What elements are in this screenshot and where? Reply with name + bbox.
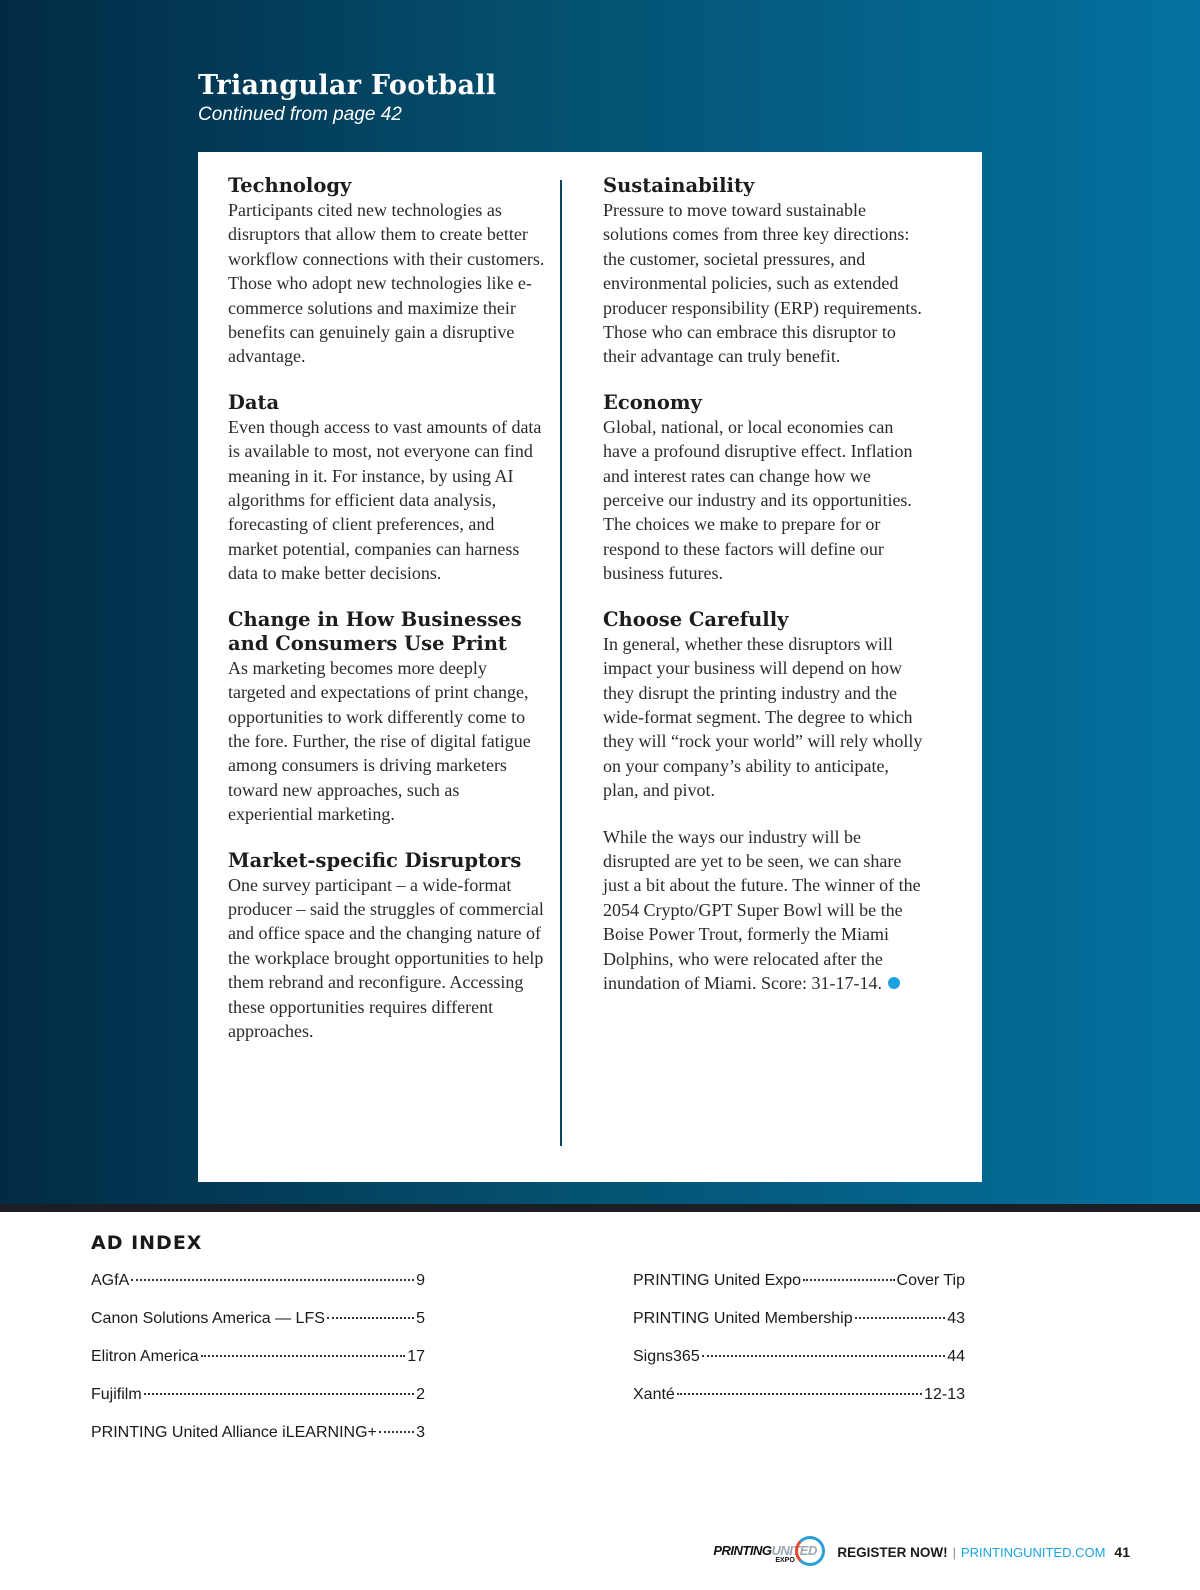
- leader-dots: [855, 1317, 946, 1319]
- ad-index-row[interactable]: [633, 1272, 965, 1310]
- advertiser-page: 12-13: [924, 1386, 965, 1403]
- leader-dots: [803, 1279, 894, 1281]
- section-technology: [228, 174, 546, 369]
- website-link[interactable]: PRINTINGUNITED.COM: [960, 1544, 1106, 1560]
- advertiser-page: Cover Tip: [896, 1272, 965, 1289]
- article-card: [198, 152, 982, 1182]
- section-closing: [603, 825, 923, 996]
- section-heading: Choose Carefully: [603, 607, 789, 631]
- section-data: [228, 391, 546, 586]
- section-market-specific: [228, 849, 546, 1044]
- left-column: [228, 174, 546, 1065]
- section-body: In general, whether these disruptors will impact your business will depend on how they disrupt the printing industry and the wide-format segment. The degree to which they will “rock your world” will rely wholly on your company’s ability to anticipate, plan, and pivot.: [603, 633, 923, 801]
- leader-dots: [702, 1355, 945, 1357]
- register-now-link[interactable]: REGISTER NOW!: [837, 1544, 948, 1560]
- closing-text: While the ways our industry will be disrupted are yet to be seen, we can share just a bit about the future. The winner of the 2054 Crypto/GPT Super Bowl will be the Boise Power Trout, formerly the Miami Dolphins, who were relocated after the inundation of Miami. Score: 31-17-14.: [603, 826, 921, 993]
- column-divider: [560, 180, 562, 1146]
- ad-index-title: AD INDEX: [91, 1232, 203, 1254]
- printing-united-expo-logo: [713, 1536, 825, 1568]
- section-change-in-print: [228, 608, 546, 827]
- section-choose-carefully: [603, 608, 923, 803]
- advertiser-name: PRINTING United Membership: [633, 1310, 853, 1327]
- article-subtitle: Continued from page 42: [198, 104, 402, 125]
- advertiser-page: 43: [947, 1310, 965, 1327]
- ad-index-row[interactable]: [91, 1424, 425, 1462]
- section-heading: Economy: [603, 390, 702, 414]
- leader-dots: [677, 1393, 922, 1395]
- leader-dots: [144, 1393, 414, 1395]
- page-footer: [713, 1532, 1130, 1572]
- section-body: As marketing becomes more deeply targeted and expectations of print change, opportunities to work differently come to the fore. Further, the rise of digital fatigue among consumers is driving marketers toward new approaches, such as experiential marketing.: [228, 657, 531, 825]
- advertiser-page: 17: [407, 1348, 425, 1365]
- article-title: Triangular Football: [198, 70, 497, 101]
- section-body: Even though access to vast amounts of data is available to most, not everyone can find meaning in it. For instance, by using AI algorithms for efficient data analysis, forecasting of client preferences, and market potential, companies can harness data to make better decisions.: [228, 416, 542, 584]
- advertiser-name: PRINTING United Alliance iLEARNING+: [91, 1424, 377, 1441]
- end-mark-icon: [888, 977, 900, 989]
- advertiser-page: 9: [416, 1272, 425, 1289]
- closing-paragraph: [603, 825, 923, 996]
- section-body: Pressure to move toward sustainable solutions comes from three key directions: the customer, societal pressures, and environmental policies, such as extended producer responsibility (ERP) requirements. Those who can embrace this disruptor to their advantage can truly benefit.: [603, 200, 922, 367]
- advertiser-name: Fujifilm: [91, 1386, 142, 1403]
- section-sustainability: [603, 174, 923, 369]
- logo-ring-icon: [795, 1536, 825, 1566]
- advertiser-name: Canon Solutions America — LFS: [91, 1310, 325, 1327]
- advertiser-name: Xanté: [633, 1386, 675, 1403]
- advertiser-page: 5: [416, 1310, 425, 1327]
- ad-index-column-two: [633, 1272, 965, 1424]
- section-heading: Sustainability: [603, 174, 755, 197]
- section-body: One survey participant – a wide-format producer – said the struggles of commercial and office space and the changing nature of the workplace brought opportunities to help them rebrand and reconfigure. Accessing these opportunities requires different approaches.: [228, 874, 544, 1041]
- ad-index-row[interactable]: [91, 1386, 425, 1424]
- leader-dots: [201, 1355, 406, 1357]
- advertiser-page: 44: [947, 1348, 965, 1365]
- ad-index-column-one: [91, 1272, 425, 1462]
- leader-dots: [379, 1431, 414, 1433]
- section-heading: Market-specific Disruptors: [228, 848, 522, 872]
- logo-expo: EXPO: [775, 1557, 795, 1564]
- ad-index-row[interactable]: [633, 1348, 965, 1386]
- section-heading: Data: [228, 390, 280, 414]
- section-body: Participants cited new technologies as disruptors that allow them to create better workflow connections with their customers. Those who adopt new technologies like e-commerce solutions and maximize their benefits can genuinely gain a disruptive advantage.: [228, 200, 545, 367]
- advertiser-name: PRINTING United Expo: [633, 1272, 802, 1289]
- section-heading: Technology: [228, 174, 352, 197]
- logo-word-a: PRINTING: [713, 1543, 772, 1558]
- section-economy: [603, 391, 923, 586]
- advertiser-page: 3: [416, 1424, 425, 1441]
- right-column: [603, 174, 923, 1017]
- leader-dots: [327, 1317, 414, 1319]
- section-heading: Change in How Businesses and Consumers Use Print: [228, 607, 522, 655]
- advertiser-page: 2: [416, 1386, 425, 1403]
- logo-word-b: UNITED: [771, 1543, 817, 1558]
- ad-index-row[interactable]: [91, 1348, 425, 1386]
- footer-separator: |: [952, 1544, 956, 1560]
- ad-index-row[interactable]: [633, 1386, 965, 1424]
- advertiser-name: AGfA: [91, 1272, 130, 1289]
- ad-index-row[interactable]: [91, 1310, 425, 1348]
- advertiser-name: Elitron America: [91, 1348, 199, 1365]
- ad-index-row[interactable]: [633, 1310, 965, 1348]
- page-number: 41: [1114, 1544, 1130, 1560]
- leader-dots: [131, 1279, 414, 1281]
- advertiser-name: Signs365: [633, 1348, 700, 1365]
- ad-index-row[interactable]: [91, 1272, 425, 1310]
- section-body: Global, national, or local economies can have a profound disruptive effect. Inflation and interest rates can change how we perceive our industry and its opportunities. The choices we make to prepare for or respond to these factors will define our business futures.: [603, 416, 913, 584]
